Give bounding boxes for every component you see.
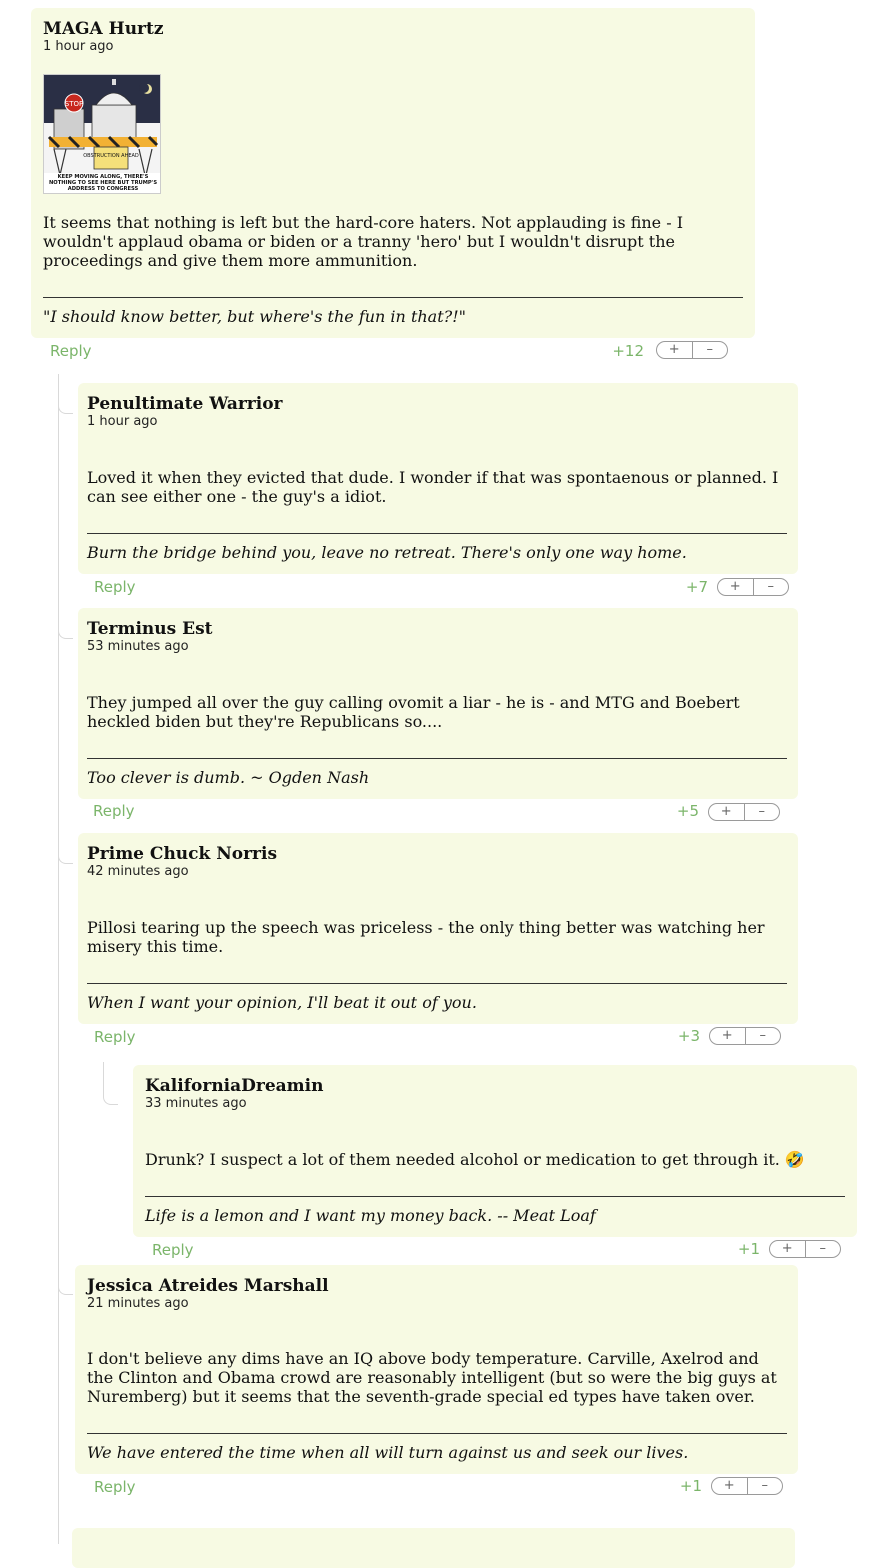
vote-control	[708, 803, 780, 821]
comment-score: +1	[679, 1477, 702, 1495]
comment-card-partial	[72, 1528, 795, 1568]
thread-elbow	[58, 1274, 73, 1295]
vote-control	[656, 341, 728, 359]
downvote-button[interactable]: –	[744, 804, 780, 820]
comment-card	[78, 608, 798, 799]
comment-signature: We have entered the time when all will turn against us and seek our lives.	[87, 1443, 689, 1462]
comment-signature: Burn the bridge behind you, leave no retreat. There's only one way home.	[87, 543, 687, 562]
comment-signature: "I should know better, but where's the fun in that?!"	[43, 307, 467, 326]
comment-score: +12	[612, 342, 644, 360]
comment-score: +1	[737, 1240, 760, 1258]
signature-divider	[87, 533, 787, 534]
comment-image[interactable]	[43, 74, 161, 194]
signature-divider	[43, 297, 743, 298]
reply-button[interactable]: Reply	[152, 1241, 194, 1259]
comment-author[interactable]: Jessica Atreides Marshall	[87, 1276, 329, 1296]
comment-body: It seems that nothing is left but the hard-core haters. Not applauding is fine - I wouldn't applaud obama or biden or a tranny 'hero' but I wouldn't disrupt the proceedings and give them more ammunition.	[43, 213, 684, 270]
cartoon-sign-text: OBSTRUCTION AHEAD	[83, 153, 139, 159]
comment-body: Drunk? I suspect a lot of them needed alcohol or medication to get through it. 🤣	[145, 1150, 805, 1169]
comment-author[interactable]: KaliforniaDreamin	[145, 1076, 324, 1096]
cartoon-stop-sign: STOP	[64, 100, 84, 108]
comment-signature: When I want your opinion, I'll beat it out of you.	[87, 993, 477, 1012]
comment-card	[78, 833, 798, 1024]
upvote-button[interactable]: +	[720, 804, 732, 819]
downvote-button[interactable]: –	[805, 1241, 841, 1257]
thread-elbow	[103, 1084, 118, 1105]
cartoon-caption: KEEP MOVING ALONG, THERE'S NOTHING TO SEE HERE BUT TRUMP'S ADDRESS TO CONGRESS	[48, 174, 158, 192]
comment-timestamp[interactable]: 1 hour ago	[43, 39, 114, 54]
thread-elbow	[58, 618, 73, 639]
downvote-button[interactable]: –	[753, 579, 789, 595]
cartoon-illustration	[44, 75, 161, 194]
comment-timestamp[interactable]: 1 hour ago	[87, 414, 158, 429]
downvote-button[interactable]: –	[747, 1478, 783, 1494]
comment-body: They jumped all over the guy calling ovomit a liar - he is - and MTG and Boebert heckled biden but they're Republicans so....	[87, 693, 740, 731]
comment-body: Pillosi tearing up the speech was priceless - the only thing better was watching her misery this time.	[87, 918, 765, 956]
thread-line-level-1	[58, 374, 59, 1544]
vote-control	[711, 1477, 783, 1495]
comment-card	[75, 1265, 798, 1474]
comment-timestamp[interactable]: 53 minutes ago	[87, 639, 189, 654]
comment-timestamp[interactable]: 42 minutes ago	[87, 864, 189, 879]
comment-body: Loved it when they evicted that dude. I wonder if that was spontaenous or planned. I can see either one - the guy's a idiot.	[87, 468, 779, 506]
reply-button[interactable]: Reply	[94, 1028, 136, 1046]
comment-timestamp[interactable]: 33 minutes ago	[145, 1096, 247, 1111]
downvote-button[interactable]: –	[745, 1028, 781, 1044]
comment-score: +7	[685, 578, 708, 596]
reply-button[interactable]: Reply	[50, 342, 92, 360]
comment-body: I don't believe any dims have an IQ above body temperature. Carville, Axelrod and the Clinton and Obama crowd are reasonably intelligent (but so were the big guys at Nuremberg) but it seems that the seventh-grade special ed types have taken over.	[87, 1349, 777, 1406]
comment-author[interactable]: Penultimate Warrior	[87, 394, 283, 414]
reply-button[interactable]: Reply	[94, 578, 136, 596]
upvote-button[interactable]: +	[781, 1241, 793, 1256]
signature-divider	[87, 1433, 787, 1434]
vote-control	[709, 1027, 781, 1045]
comment-signature: Life is a lemon and I want my money back. -- Meat Loaf	[145, 1206, 596, 1225]
comment-timestamp[interactable]: 21 minutes ago	[87, 1296, 189, 1311]
signature-divider	[87, 758, 787, 759]
downvote-button[interactable]: –	[692, 342, 728, 358]
upvote-button[interactable]: +	[723, 1478, 735, 1493]
comment-card	[31, 8, 755, 338]
comment-author[interactable]: Terminus Est	[87, 619, 213, 639]
comment-author[interactable]: MAGA Hurtz	[43, 19, 164, 39]
thread-elbow	[58, 843, 73, 864]
comment-score: +5	[676, 802, 699, 820]
upvote-button[interactable]: +	[729, 579, 741, 594]
reply-button[interactable]: Reply	[93, 802, 135, 820]
comment-card	[78, 383, 798, 574]
upvote-button[interactable]: +	[721, 1028, 733, 1043]
thread-elbow	[58, 393, 73, 414]
vote-control	[717, 578, 789, 596]
signature-divider	[145, 1196, 845, 1197]
reply-button[interactable]: Reply	[94, 1478, 136, 1496]
comment-score: +3	[677, 1027, 700, 1045]
vote-control	[769, 1240, 841, 1258]
signature-divider	[87, 983, 787, 984]
comment-signature: Too clever is dumb. ~ Ogden Nash	[87, 768, 370, 787]
comment-card	[133, 1065, 857, 1237]
comment-author[interactable]: Prime Chuck Norris	[87, 844, 278, 864]
upvote-button[interactable]: +	[668, 342, 680, 357]
